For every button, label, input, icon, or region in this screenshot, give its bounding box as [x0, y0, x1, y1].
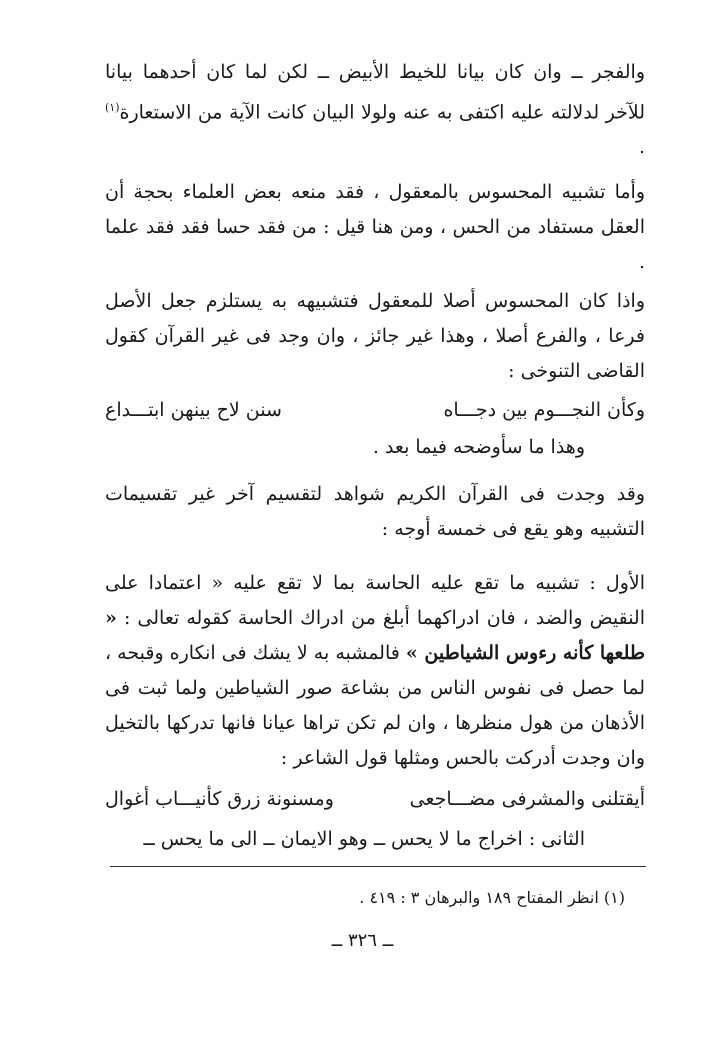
verse-2 — [105, 782, 645, 817]
page-number: ــ ٣٢٦ ــ — [331, 930, 394, 951]
paragraph-1-text: والفجر ــ وان كان بيانا للخيط الأبيض ــ لكن لما كان أحدهما بيانا للآخر لدلالته عليه اكتفى به عنه ولولا البيان كانت الآية من الاستعارة — [105, 61, 645, 124]
paragraph-5: وقد وجدت فى القرآن الكريم شواهد لتقسيم آخر غير تقسيمات التشبيه وهو يقع فى خمسة أوجه : — [105, 483, 645, 540]
verse-1-second-hemistich: سنن لاح بينهن ابتـــداع — [105, 399, 282, 421]
verse-1-first-hemistich: وكأن النجـــوم بين دجـــاه — [443, 399, 645, 421]
quran-quote: « طلعها كأنه رءوس الشياطين » — [105, 607, 645, 664]
paragraph-4: وهذا ما سأوضحه فيما بعد . — [372, 436, 585, 458]
footnote-marker[interactable]: (١) — [105, 101, 120, 114]
verse-2-first-hemistich: أيقتلنى والمشرفى مضـــاجعى — [409, 788, 645, 810]
paragraph-2: وأما تشبيه المحسوس بالمعقول ، فقد منعه بعض العلماء بحجة أن العقل مستفاد من الحس ، ومن هنا قيل : من فقد حسا فقد فقد علما . — [105, 181, 645, 273]
paragraph-7: الثانى : اخراج ما لا يحس ــ وهو الايمان ــ الى ما يحس ــ — [143, 828, 585, 850]
verse-2-second-hemistich: ومسنونة زرق كأنيـــاب أغوال — [105, 788, 334, 810]
paragraph-3: واذا كان المحسوس أصلا للمعقول فتشبيهه به يستلزم جعل الأصل فرعا ، والفرع أصلا ، وهذا غير جائز ، وان وجد فى غير القرآن كقول القاضى التنوخى : — [105, 290, 645, 382]
paragraph-1 — [105, 55, 645, 165]
paragraph-6 — [105, 566, 645, 776]
paragraph-6-before: الأول : تشبيه ما تقع عليه الحاسة بما لا تقع عليه « اعتمادا على النقيض والضد ، فان ادراكهما أبلغ من ادراك الحاسة كقوله تعالى : — [105, 572, 645, 629]
paragraph-1-end: . — [638, 136, 645, 159]
footnote-divider — [110, 866, 646, 867]
paragraph-6-after: فالمشبه به لا يشك فى انكاره وقبحه ، لما حصل فى نفوس الناس من بشاعة صور الشياطين ولما ثبت فى الأذهان من هول منظرها ، وان لم تكن تراها عيانا فانها تدركها بالتخيل وان وجدت أدركت بالحس ومثلها قول الشاعر : — [105, 642, 645, 769]
verse-1 — [105, 393, 645, 428]
footnote: (١) انظر المفتاح ١٨٩ والبرهان ٣ : ٤١٩ . — [359, 888, 625, 907]
